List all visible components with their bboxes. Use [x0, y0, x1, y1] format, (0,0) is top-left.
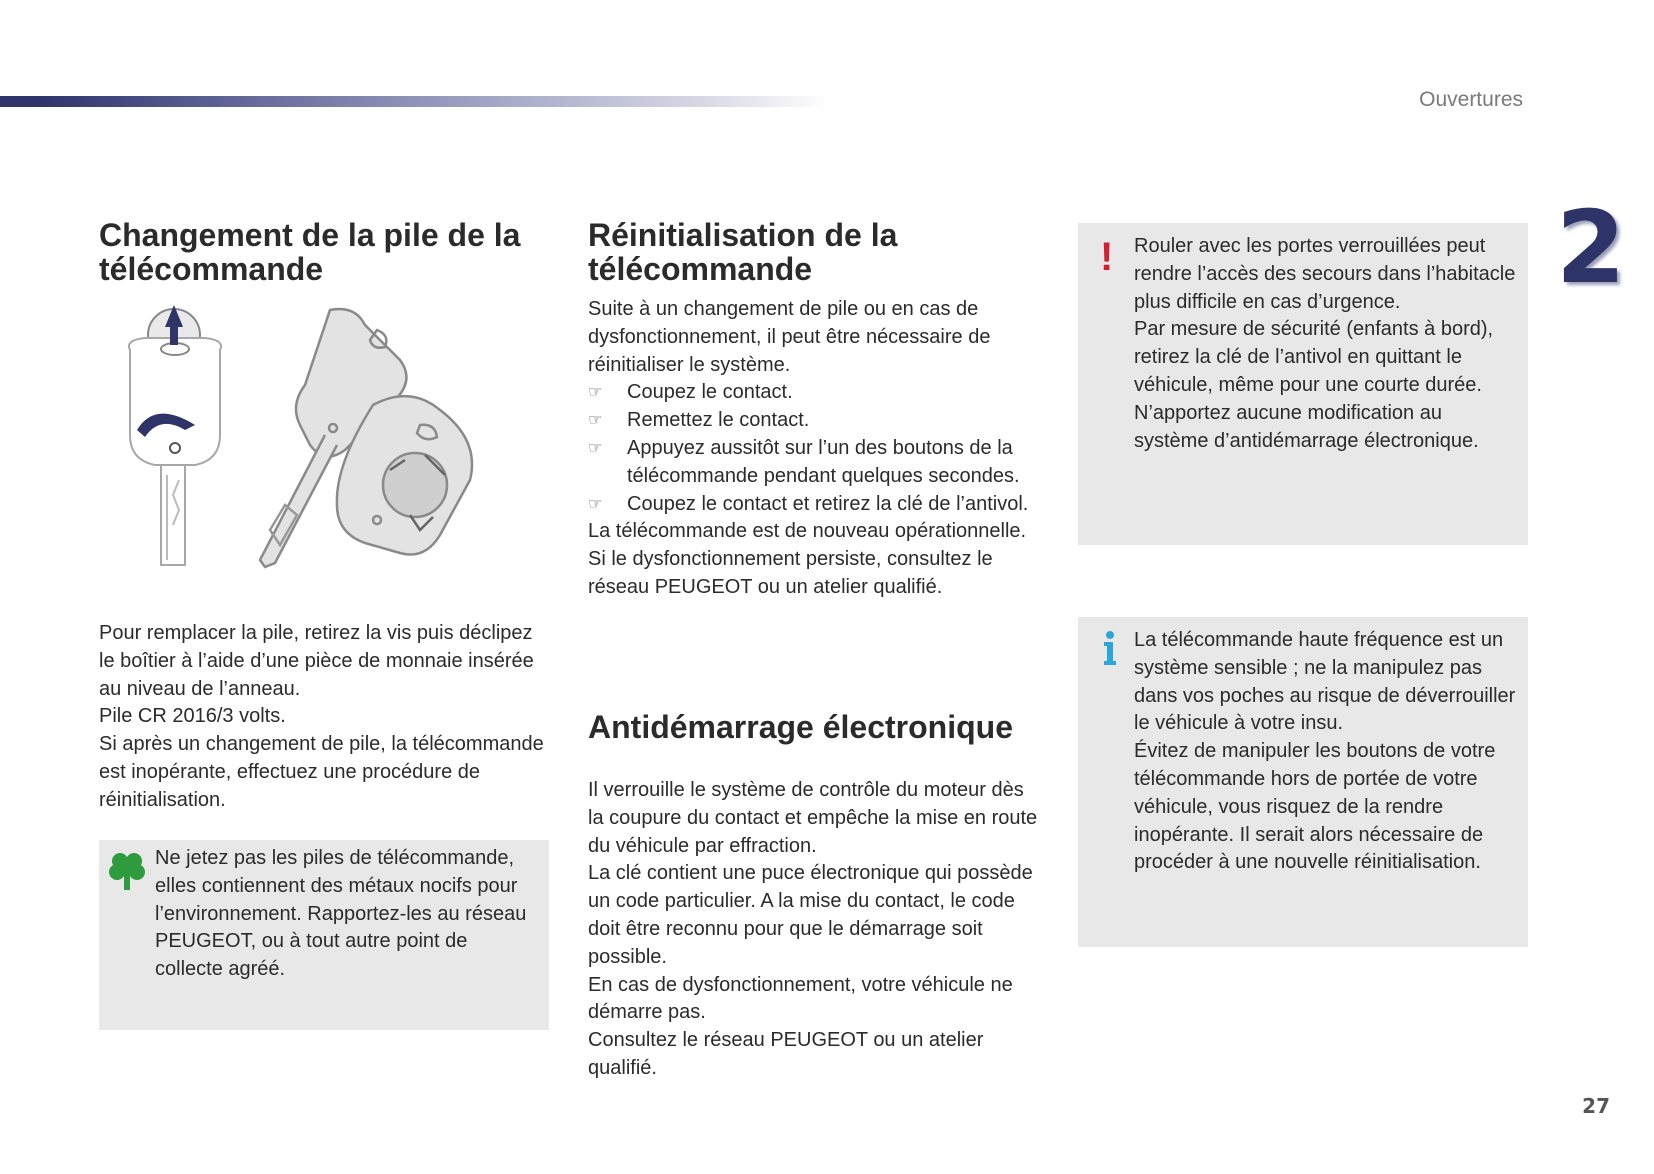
immobiliser-paragraph: En cas de dysfonctionnement, votre véhicule ne démarre pas. [588, 973, 1013, 1024]
pointing-hand-icon: ☞ [588, 495, 603, 513]
battery-section [99, 218, 549, 286]
battery-paragraph: Si après un changement de pile, la télécommande est inopérante, effectuez une procédure de réinitialisation. [99, 733, 544, 811]
info-paragraph: La télécommande haute fréquence est un système sensible ; ne la manipulez pas dans vos poches au risque de déverrouiller le véhicule à votre insu. [1134, 629, 1516, 735]
pointing-hand-icon: ☞ [588, 439, 603, 457]
reset-after: La télécommande est de nouveau opérationnelle. [588, 520, 1027, 543]
warning-paragraph: N’apportez aucune modification au système d’antidémarrage électronique. [1134, 401, 1479, 452]
battery-paragraph: Pile CR 2016/3 volts. [99, 705, 286, 728]
eco-note-box [99, 840, 549, 1030]
key-fob-open-icon [260, 309, 472, 567]
eco-note-text: Ne jetez pas les piles de télécommande, elles contiennent des métaux nocifs pour l’environnement. Rapportez-les au réseau PEUGEOT, ou à tout autre point de collecte agréé. [155, 847, 527, 981]
reset-after: Si le dysfonctionnement persiste, consultez le réseau PEUGEOT ou un atelier qualifié. [588, 548, 993, 598]
immobiliser-body [588, 777, 1038, 1083]
info-box [1078, 617, 1528, 947]
header-gradient-bar [0, 96, 830, 107]
reset-section [588, 218, 1038, 602]
reset-step: ☞ Coupez le contact et retirez la clé de l’antivol. [588, 491, 1038, 519]
info-icon [1102, 631, 1118, 665]
battery-heading: Changement de la pile de la télécommande [99, 217, 521, 287]
tree-icon [109, 850, 145, 892]
reset-steps-list [588, 379, 1038, 518]
reset-step: ☞ Remettez le contact. [588, 407, 1038, 435]
pointing-hand-icon: ☞ [588, 412, 603, 430]
info-paragraph: Évitez de manipuler les boutons de votre télécommande hors de portée de votre véhicule, vous risquez de la rendre inopérante. Il serait alors nécessaire de procéder à une nouvelle réinitialisation. [1134, 740, 1496, 874]
immobiliser-heading: Antidémarrage électronique [588, 709, 1013, 745]
warning-icon: ! [1100, 235, 1114, 279]
reset-heading: Réinitialisation de la télécommande [588, 217, 898, 287]
key-battery-illustration [115, 305, 525, 595]
immobiliser-paragraph: Consultez le réseau PEUGEOT ou un atelier qualifié. [588, 1029, 984, 1079]
chapter-number: 2 [1556, 189, 1626, 306]
immobiliser-paragraph: Il verrouille le système de contrôle du moteur dès la coupure du contact et empêche la mise en route du véhicule par effraction. [588, 779, 1038, 857]
page-number: 27 [1582, 1094, 1610, 1118]
immobiliser-paragraph: La clé contient une puce électronique qui possède un code particulier. A la mise du contact, le code doit être reconnu pour que le démarrage soit possible. [588, 862, 1033, 968]
info-text [1134, 627, 1519, 877]
reset-step: ☞ Appuyez aussitôt sur l’un des boutons de la télécommande pendant quelques secondes. [588, 436, 1020, 487]
reset-intro: Suite à un changement de pile ou en cas de dysfonctionnement, il peut être nécessaire de réinitialiser le système. [588, 298, 991, 376]
pointing-hand-icon: ☞ [588, 384, 603, 402]
warning-text [1134, 233, 1519, 455]
warning-paragraph: Rouler avec les portes verrouillées peut rendre l’accès des secours dans l’habitacle plus difficile en cas d’urgence. [1134, 235, 1516, 313]
warning-box [1078, 223, 1528, 545]
battery-paragraph: Pour remplacer la pile, retirez la vis puis déclipez le boîtier à l’aide d’une pièce de monnaie insérée au niveau de l’anneau. [99, 622, 534, 700]
key-fob-front-icon [129, 309, 221, 565]
section-title: Ouvertures [1419, 88, 1523, 111]
warning-paragraph: Par mesure de sécurité (enfants à bord), retirez la clé de l’antivol en quittant le véhicule, même pour une courte durée. [1134, 318, 1494, 396]
battery-body [99, 620, 549, 815]
reset-step: ☞ Coupez le contact. [588, 379, 1038, 407]
